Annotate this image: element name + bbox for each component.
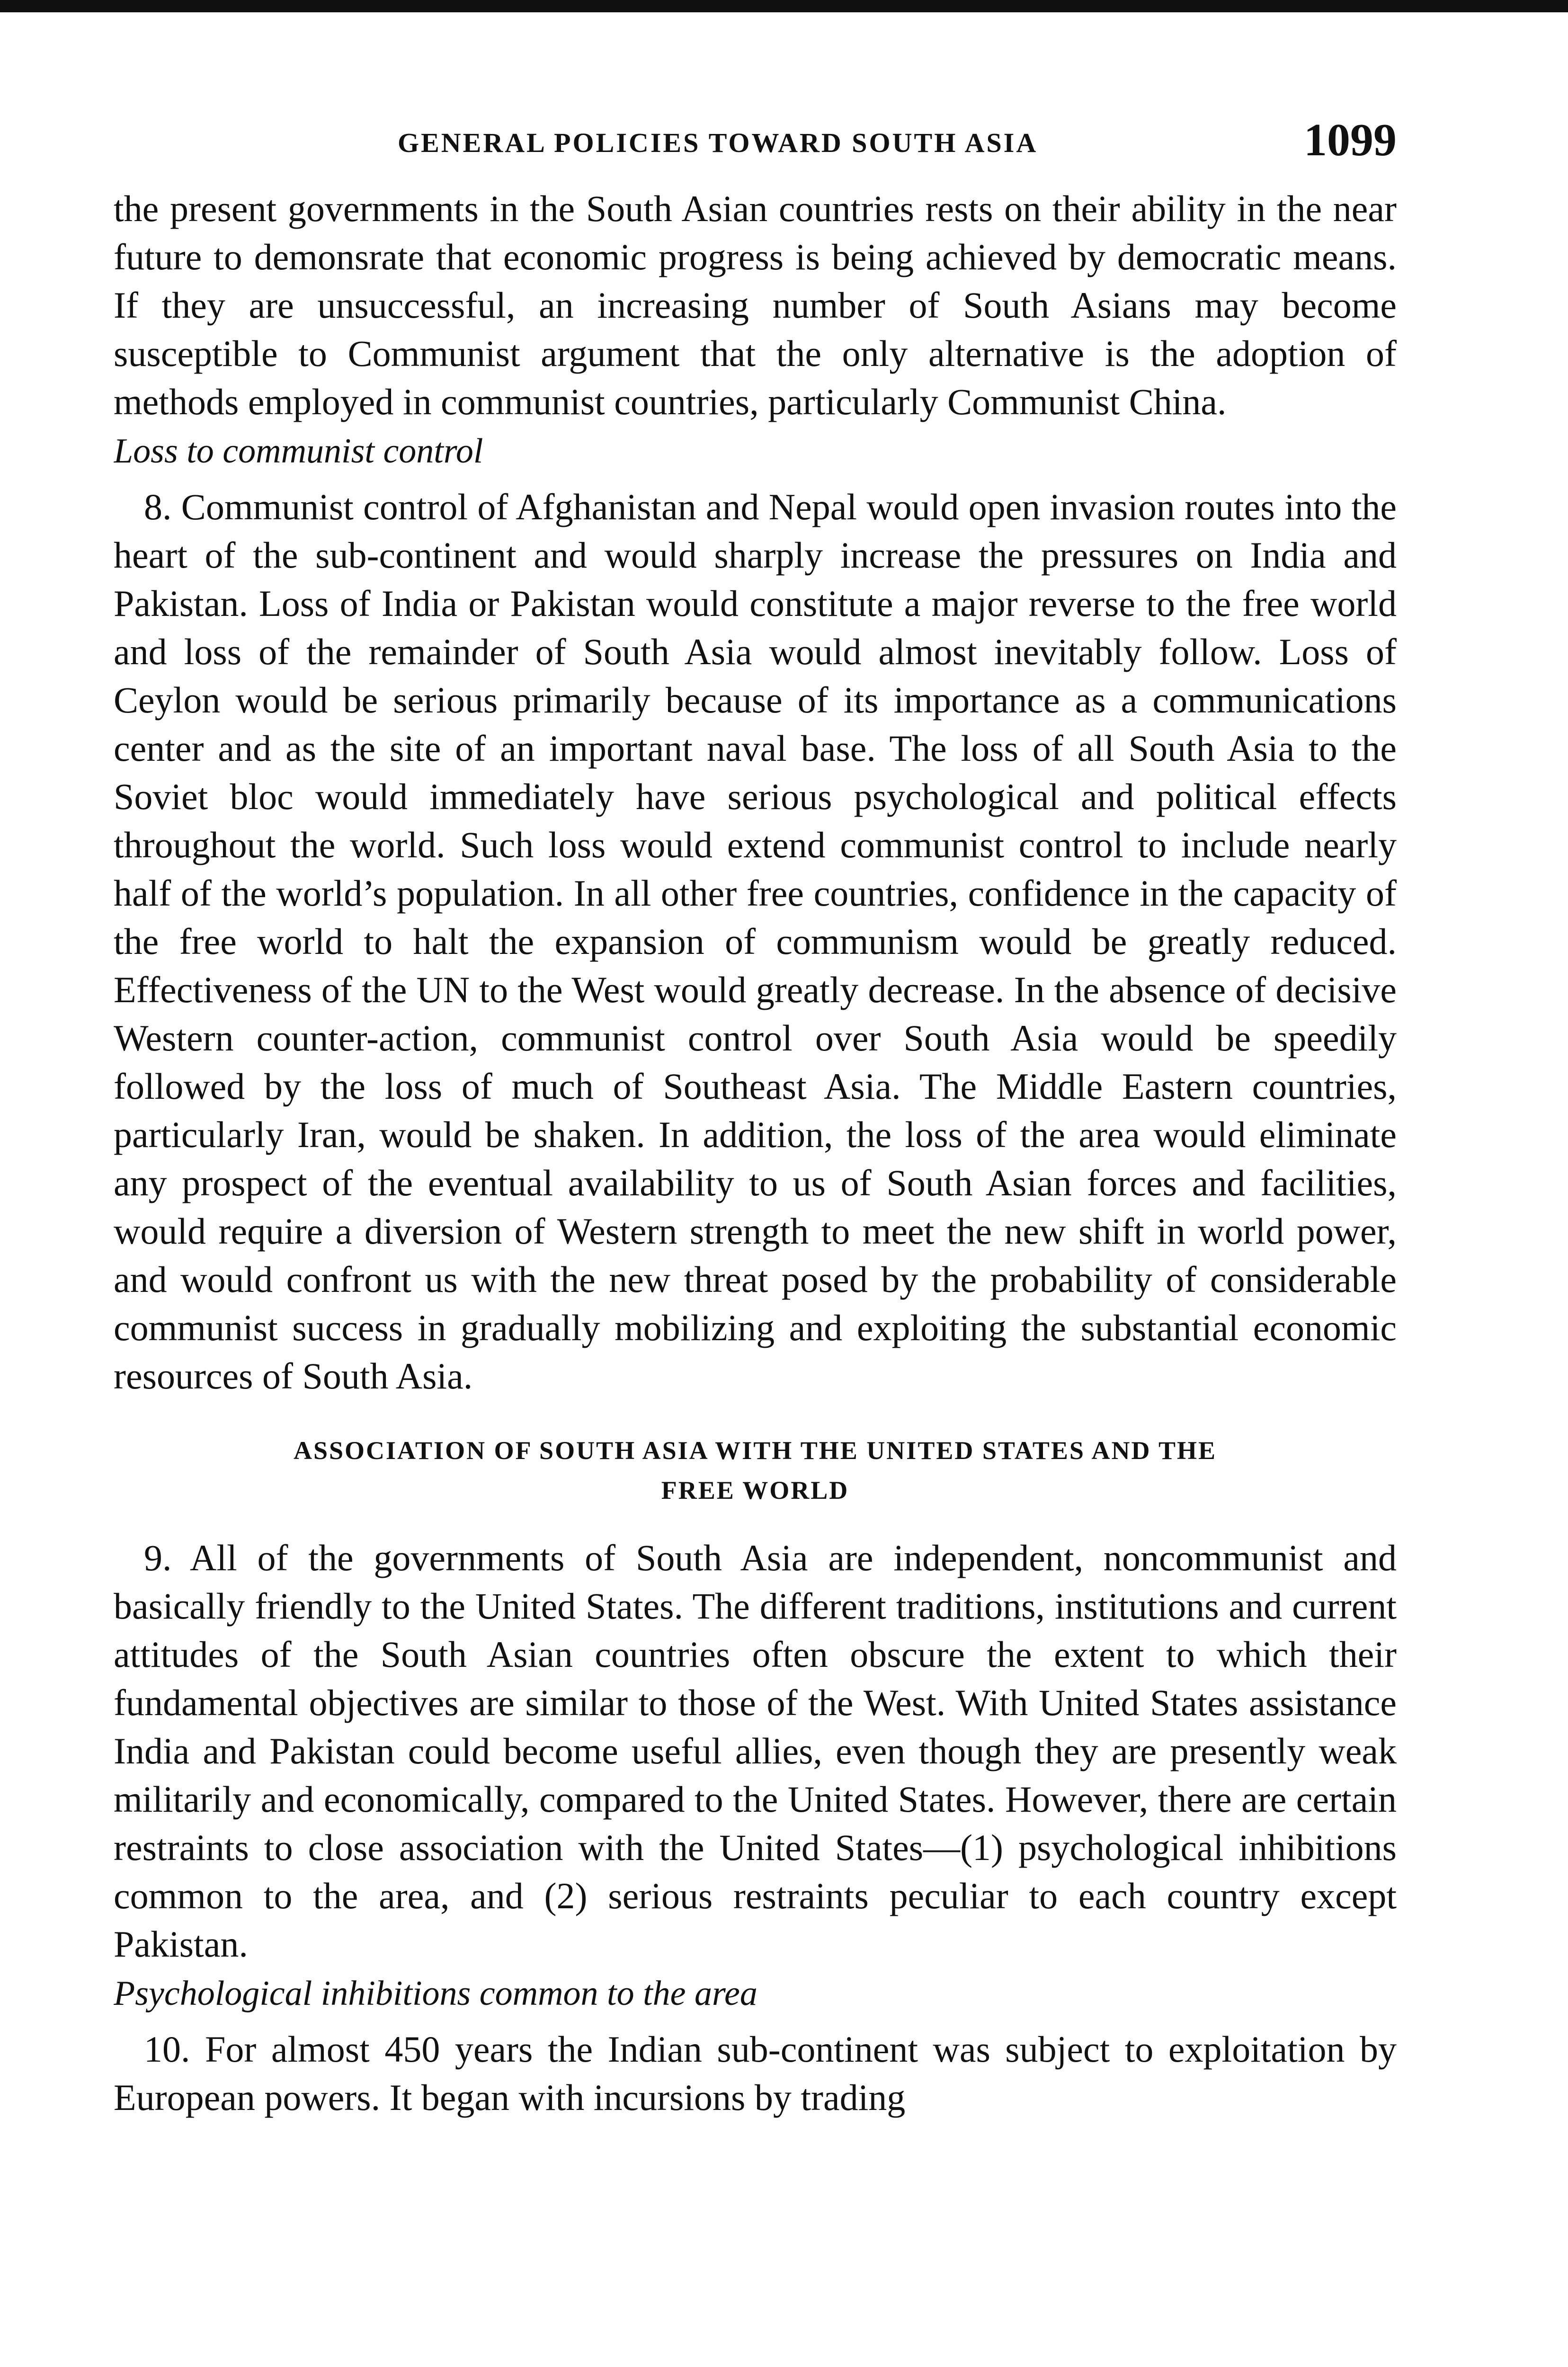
section-heading-line-1: ASSOCIATION OF SOUTH ASIA WITH THE UNITED STATES AND THE <box>293 1436 1217 1465</box>
paragraph-9: 9. All of the governments of South Asia are independent, noncommunist and basically friendly to the United States. The different traditions, institutions and current attitudes of the South Asian countries often obscure the extent to which their fundamental objectives are similar to those of the West. With United States assistance India and Pakistan could become useful allies, even though they are presently weak militarily and economically, compared to the United States. However, there are certain restraints to close association with the United States—(1) psychological inhibitions common to the area, and (2) serious restraints peculiar to each country except Pakistan. <box>114 1537 1397 1965</box>
running-title: GENERAL POLICIES TOWARD SOUTH ASIA <box>398 127 1038 158</box>
top-edge-rule <box>0 0 1568 12</box>
paragraph-8: 8. Communist control of Afghanistan and Nepal would open invasion routes into the heart of the sub-continent and would sharply increase the pressures on India and Pakistan. Loss of India or Pakistan would constitute a major reverse to the free world and loss of the remainder of South Asia would almost inevitably follow. Loss of Ceylon would be serious primarily because of its importance as a communications center and as the site of an important naval base. The loss of all South Asia to the Soviet bloc would immediately have serious psychological and political effects throughout the world. Such loss would extend communist control to include nearly half of the world’s population. In all other free countries, confidence in the capacity of the free world to halt the expansion of communism would be greatly reduced. Effectiveness of the UN to the West would greatly decrease. In the absence of decisive Western counter-action, communist control over South Asia would be speedily followed by the loss of much of Southeast Asia. The Middle Eastern countries, particularly Iran, would be shaken. In addition, the loss of the area would eliminate any prospect of the eventual availability to us of South Asian forces and facilities, would require a diversion of Western strength to meet the new shift in world power, and would confront us with the new threat posed by the probability of considerable communist success in gradually mobilizing and exploiting the substantial economic resources of South Asia. <box>114 486 1397 1397</box>
subheading-loss-to-communist-control: Loss to communist control <box>114 432 483 471</box>
running-head <box>114 114 1397 185</box>
subheading-psychological-inhibitions: Psychological inhibitions common to the area <box>114 1974 757 2013</box>
document-page <box>114 114 1397 2367</box>
paragraph-10: 10. For almost 450 years the Indian sub-continent was subject to exploitation by European powers. It began with incursions by trading <box>114 2029 1397 2118</box>
page-number: 1099 <box>1304 115 1397 166</box>
section-heading <box>114 1431 1397 1510</box>
section-heading-line-2: FREE WORLD <box>661 1476 849 1504</box>
paragraph-continued: the present governments in the South Asian countries rests on their ability in the near future to demonsrate that economic progress is being achieved by democratic means. If they are unsuccessful, an increasing number of South Asians may become susceptible to Communist argument that the only alternative is the adoption of methods employed in communist countries, particularly Communist China. <box>114 188 1397 422</box>
